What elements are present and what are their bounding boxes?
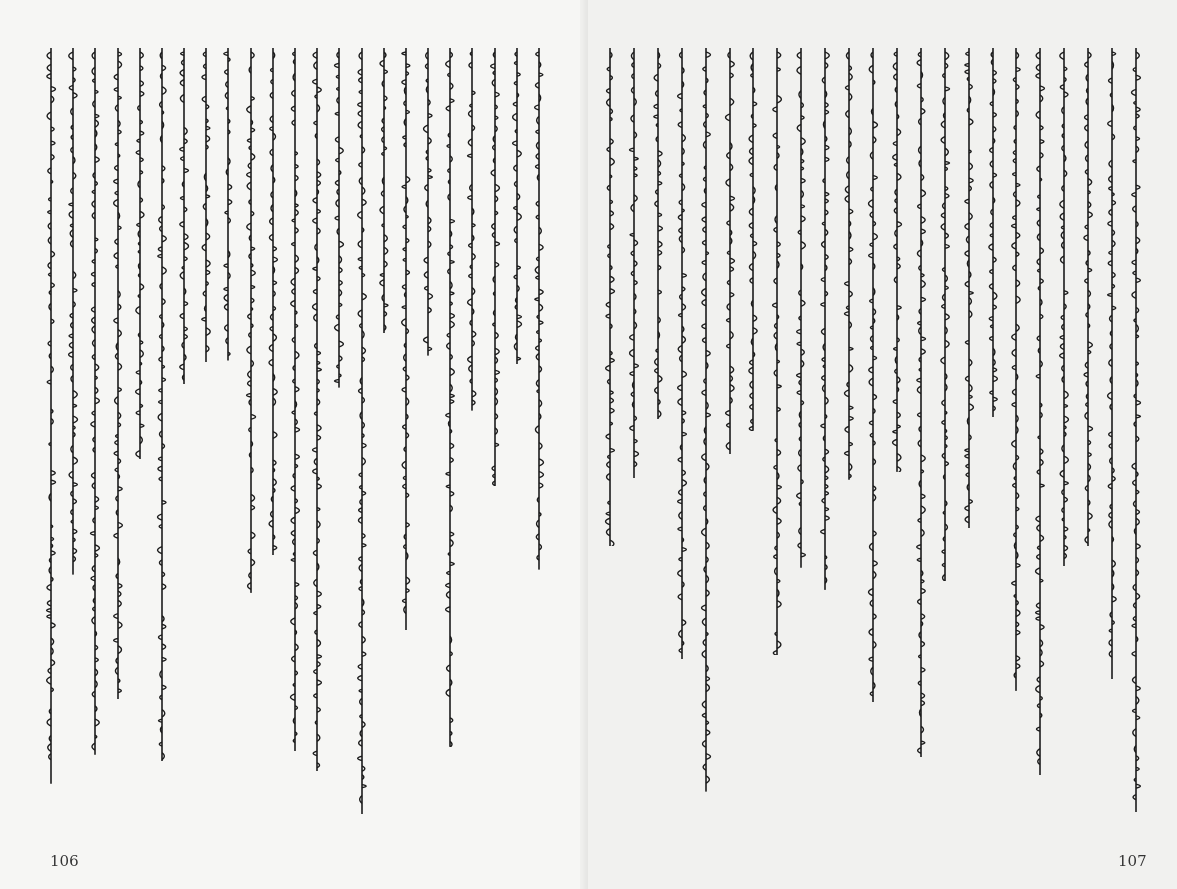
right-column-10	[911, 48, 931, 757]
right-column-19	[696, 48, 716, 792]
right-column-21	[648, 48, 668, 419]
left-column-5	[440, 48, 460, 747]
left-column-9	[352, 48, 372, 814]
left-column-18	[152, 48, 172, 761]
right-column-5	[1030, 48, 1050, 775]
left-column-2	[507, 48, 527, 364]
right-column-15	[791, 48, 811, 568]
right-column-2	[1102, 48, 1122, 679]
left-column-23	[41, 48, 61, 784]
right-column-18	[720, 48, 740, 454]
left-column-6	[418, 48, 438, 356]
right-column-12	[863, 48, 883, 702]
left-column-19	[130, 48, 150, 459]
left-page	[0, 0, 588, 889]
right-page	[588, 0, 1177, 889]
left-column-12	[285, 48, 305, 751]
right-column-22	[624, 48, 644, 478]
left-column-4	[462, 48, 482, 411]
left-page-number: 106	[50, 852, 79, 870]
right-column-7	[983, 48, 1003, 417]
right-page-text-block	[598, 48, 1148, 828]
left-column-10	[329, 48, 349, 388]
left-column-11	[307, 48, 327, 771]
right-column-9	[935, 48, 955, 581]
right-column-20	[672, 48, 692, 659]
right-column-4	[1054, 48, 1074, 566]
right-column-3	[1078, 48, 1098, 546]
left-column-17	[174, 48, 194, 384]
left-column-22	[63, 48, 83, 575]
right-column-6	[1006, 48, 1026, 691]
right-column-1	[1126, 48, 1146, 812]
left-page-text-block	[40, 48, 550, 828]
right-column-11	[887, 48, 907, 472]
left-column-21	[85, 48, 105, 755]
right-page-number: 107	[1118, 852, 1147, 870]
right-column-14	[815, 48, 835, 590]
right-column-13	[839, 48, 859, 480]
left-column-13	[263, 48, 283, 555]
right-column-16	[767, 48, 787, 655]
left-column-3	[485, 48, 505, 486]
right-column-8	[959, 48, 979, 528]
left-column-14	[241, 48, 261, 593]
right-column-23	[600, 48, 620, 546]
left-column-16	[196, 48, 216, 362]
left-column-20	[108, 48, 128, 699]
right-column-17	[743, 48, 763, 431]
left-column-7	[396, 48, 416, 630]
left-column-1	[529, 48, 549, 570]
left-column-15	[218, 48, 238, 361]
left-column-8	[374, 48, 394, 333]
